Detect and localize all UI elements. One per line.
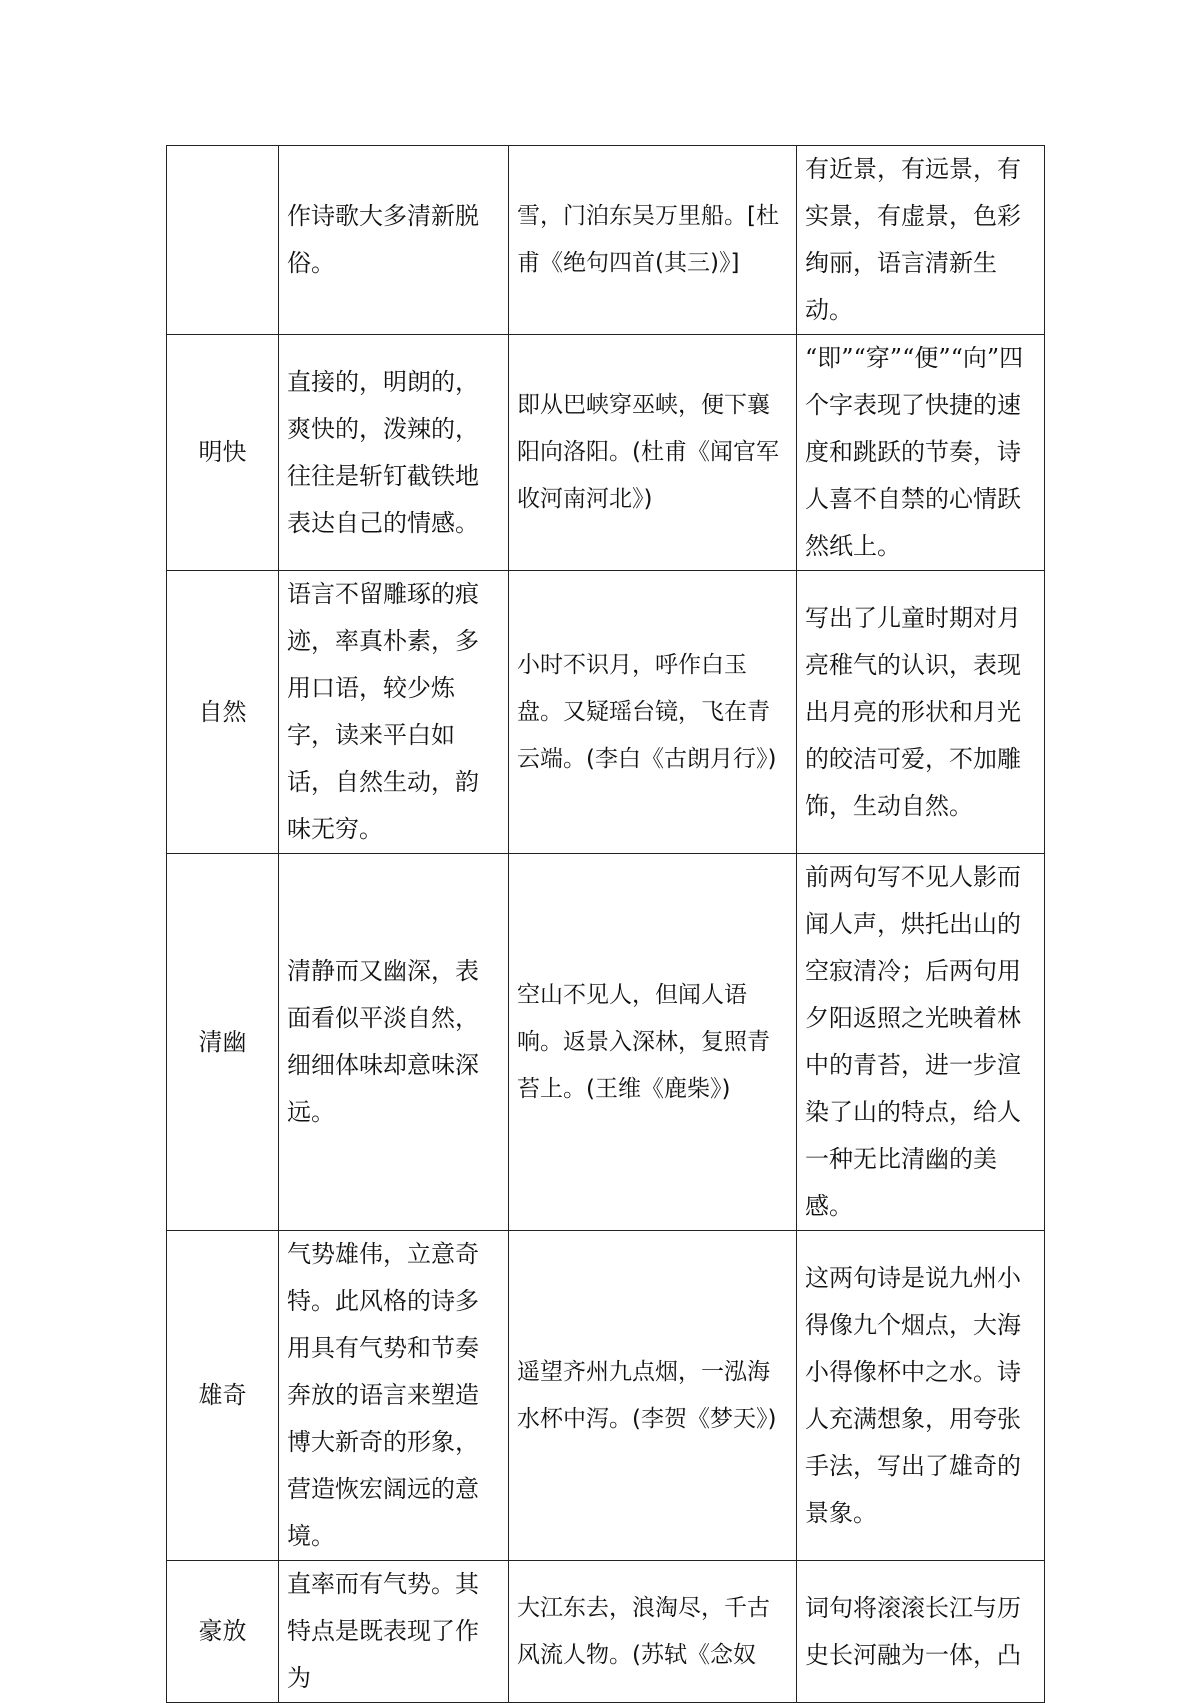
description-cell: 直率而有气势。其特点是既表现了作为 [279,1561,509,1703]
table-row [167,146,1045,335]
style-cell [167,146,279,335]
analysis-cell: “即”“穿”“便”“向”四个字表现了快捷的速度和跳跃的节奏，诗人喜不自禁的心情跃然纸上。 [797,335,1045,571]
table-row [167,1231,1045,1561]
analysis-cell: 有近景，有远景，有实景，有虚景，色彩绚丽，语言清新生动。 [797,146,1045,335]
example-cell: 小时不识月，呼作白玉盘。又疑瑶台镜，飞在青云端。(李白《古朗月行》) [509,571,797,854]
description-cell: 语言不留雕琢的痕迹，率真朴素，多用口语，较少炼字，读来平白如话，自然生动，韵味无穷。 [279,571,509,854]
table-row [167,854,1045,1231]
description-cell: 作诗歌大多清新脱俗。 [279,146,509,335]
style-cell: 明快 [167,335,279,571]
analysis-cell: 这两句诗是说九州小得像九个烟点，大海小得像杯中之水。诗人充满想象，用夸张手法，写出了雄奇的景象。 [797,1231,1045,1561]
description-cell: 清静而又幽深，表面看似平淡自然，细细体味却意味深远。 [279,854,509,1231]
table-row [167,571,1045,854]
table-row [167,1561,1045,1703]
style-cell: 清幽 [167,854,279,1231]
description-cell: 直接的，明朗的，爽快的，泼辣的，往往是斩钉截铁地表达自己的情感。 [279,335,509,571]
poetry-style-table [166,145,1045,1703]
style-cell: 雄奇 [167,1231,279,1561]
example-cell: 雪，门泊东吴万里船。[杜甫《绝句四首(其三)》] [509,146,797,335]
analysis-cell: 词句将滚滚长江与历史长河融为一体，凸 [797,1561,1045,1703]
analysis-cell: 写出了儿童时期对月亮稚气的认识，表现出月亮的形状和月光的皎洁可爱，不加雕饰，生动自然。 [797,571,1045,854]
example-cell: 空山不见人，但闻人语响。返景入深林，复照青苔上。(王维《鹿柴》) [509,854,797,1231]
example-cell: 遥望齐州九点烟，一泓海水杯中泻。(李贺《梦天》) [509,1231,797,1561]
example-cell: 即从巴峡穿巫峡，便下襄阳向洛阳。(杜甫《闻官军收河南河北》) [509,335,797,571]
example-cell: 大江东去，浪淘尽，千古风流人物。(苏轼《念奴 [509,1561,797,1703]
style-cell: 豪放 [167,1561,279,1703]
table-row [167,335,1045,571]
description-cell: 气势雄伟，立意奇特。此风格的诗多用具有气势和节奏奔放的语言来塑造博大新奇的形象，营造恢宏阔远的意境。 [279,1231,509,1561]
style-cell: 自然 [167,571,279,854]
analysis-cell: 前两句写不见人影而闻人声，烘托出山的空寂清冷；后两句用夕阳返照之光映着林中的青苔，进一步渲染了山的特点，给人一种无比清幽的美感。 [797,854,1045,1231]
